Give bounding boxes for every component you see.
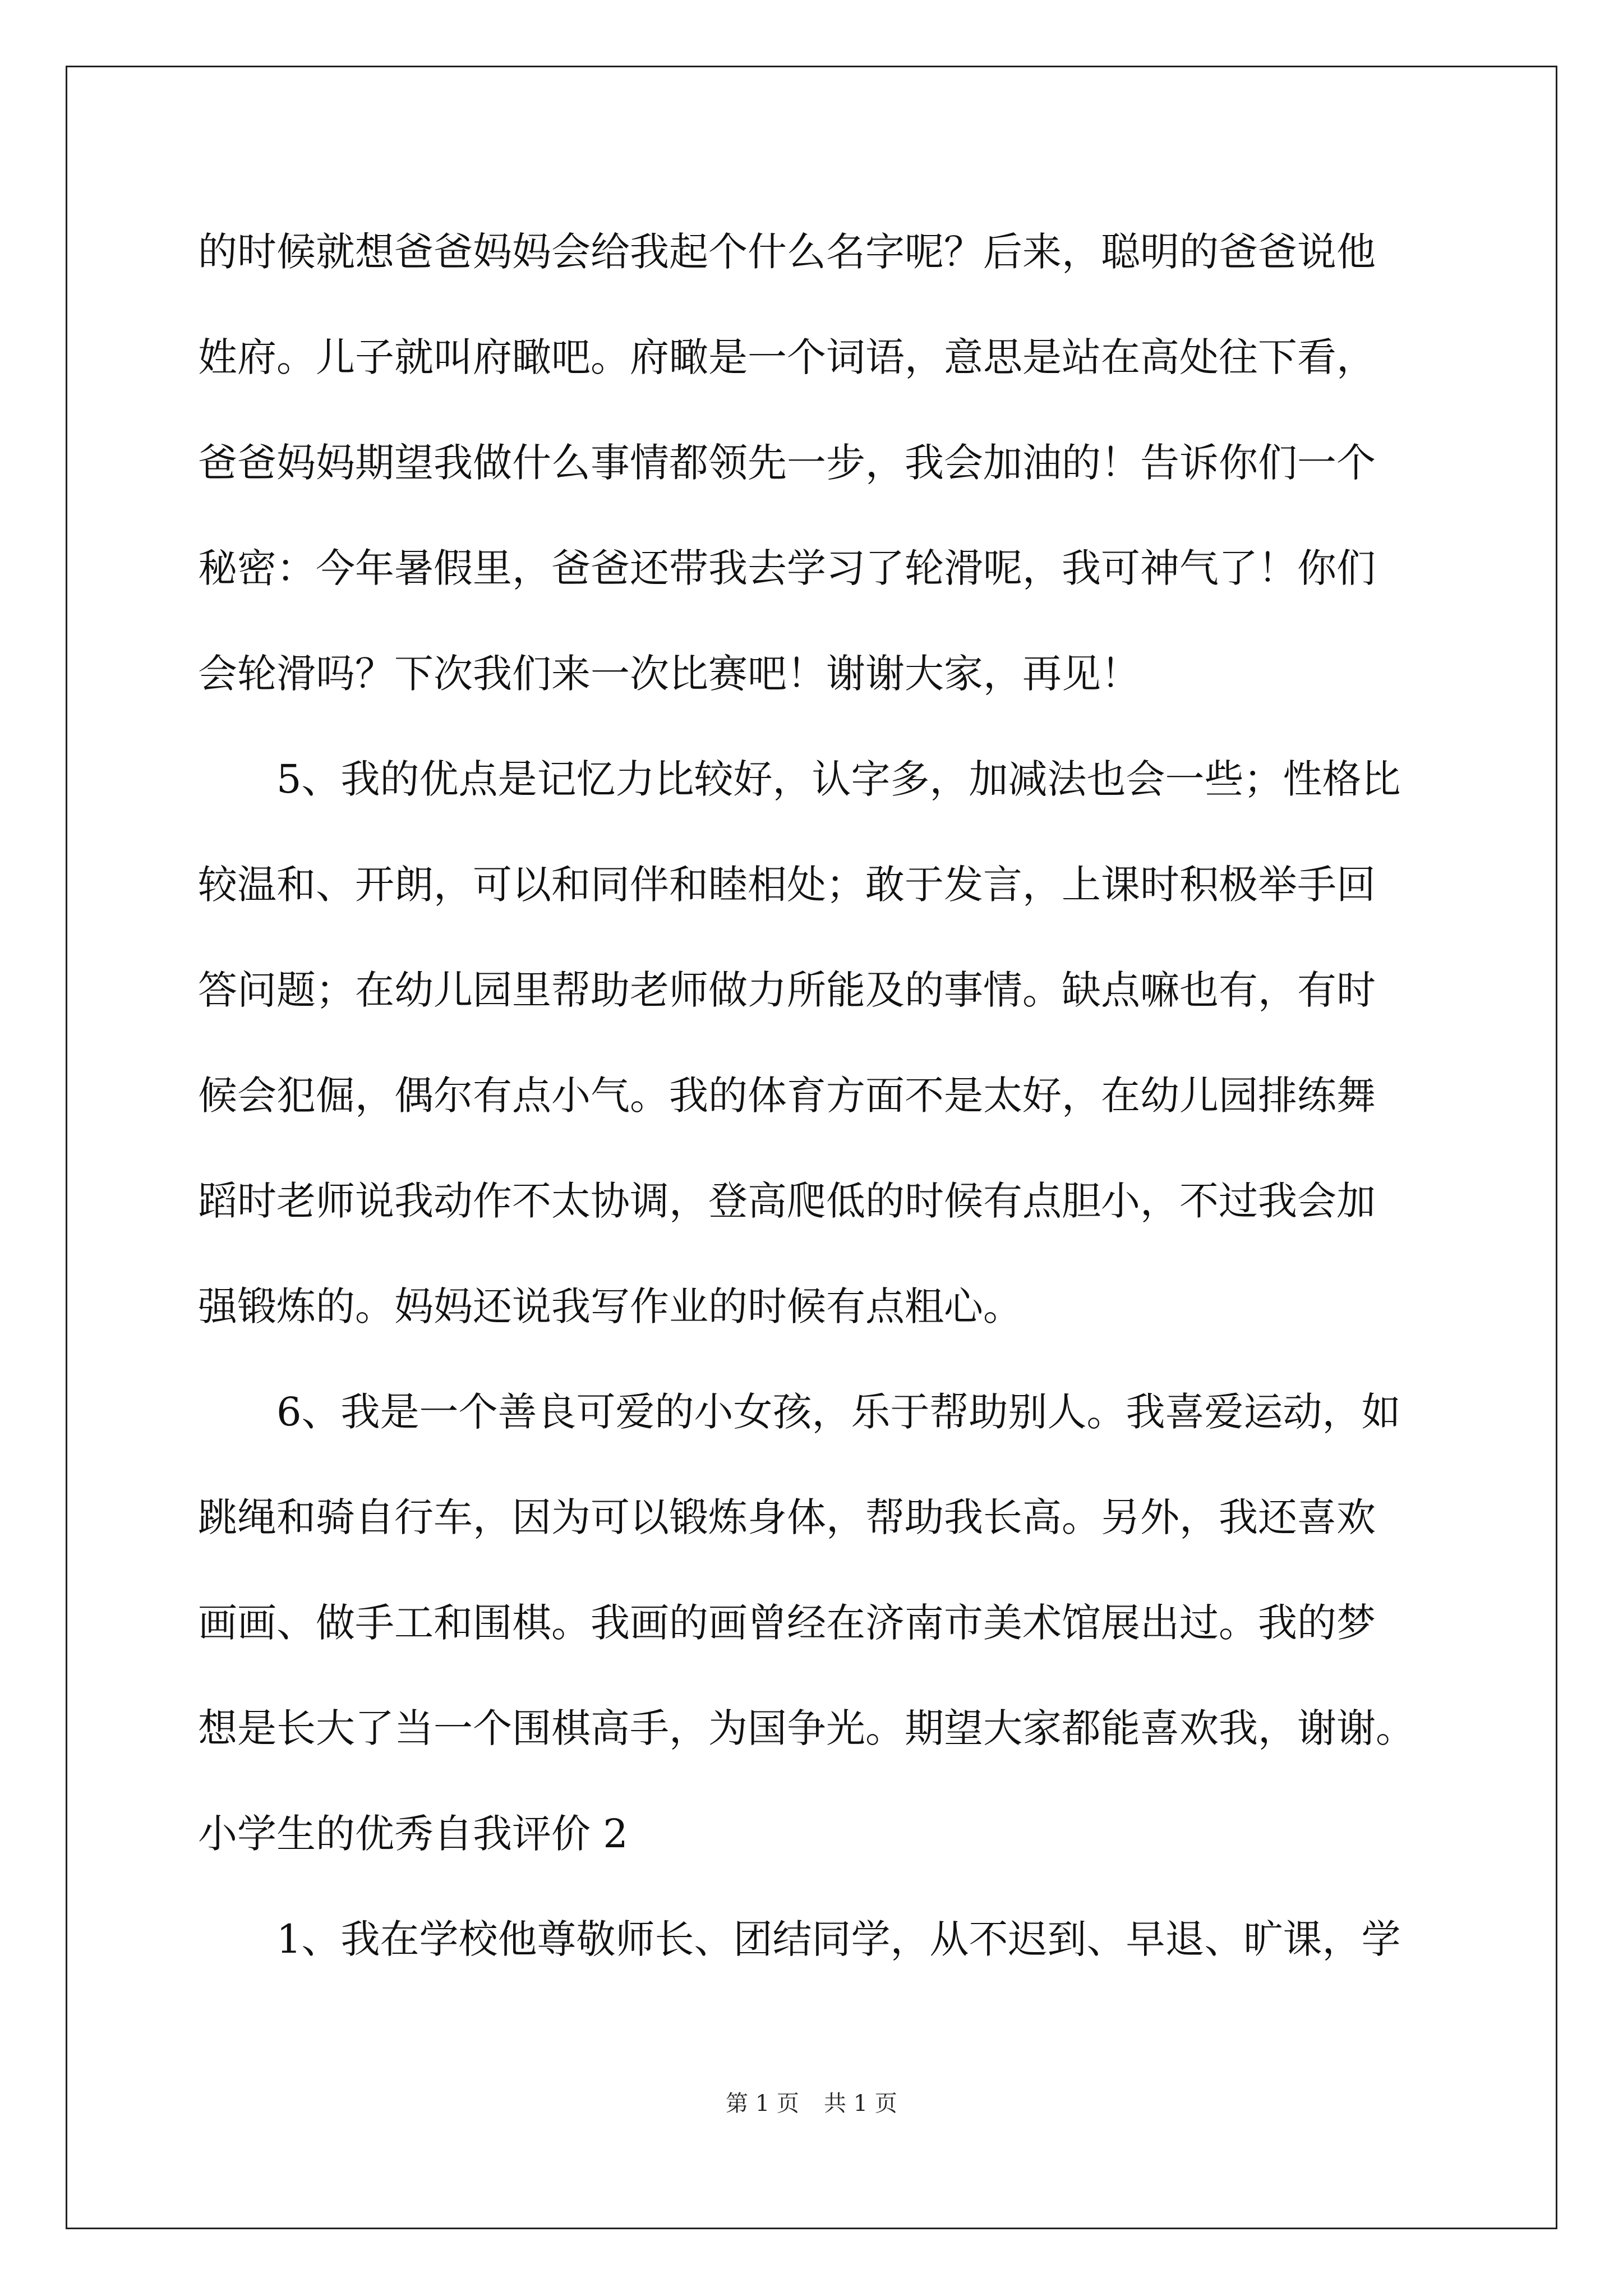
body-line: 秘密：今年暑假里，爸爸还带我去学习了轮滑呢，我可神气了！你们 <box>198 545 1376 591</box>
document-body <box>198 222 1454 2014</box>
body-line: 强锻炼的。妈妈还说我写作业的时候有点粗心。 <box>198 1283 1022 1329</box>
section-heading: 小学生的优秀自我评价 2 <box>198 1811 628 1857</box>
body-line: 姓府。儿子就叫府瞰吧。府瞰是一个词语，意思是站在高处往下看， <box>198 334 1376 380</box>
body-line: 跳绳和骑自行车，因为可以锻炼身体，帮助我长高。另外，我还喜欢 <box>198 1494 1376 1540</box>
paragraph-start-line: 5、我的优点是记忆力比较好，认字多，加减法也会一些；性格比 <box>276 756 1401 802</box>
body-line: 答问题；在幼儿园里帮助老师做力所能及的事情。缺点嘛也有，有时 <box>198 967 1376 1013</box>
body-line: 的时候就想爸爸妈妈会给我起个什么名字呢？后来，聪明的爸爸说他 <box>198 229 1376 275</box>
page-footer <box>0 2086 1623 2118</box>
page-number: 第 1 页 <box>726 2091 799 2116</box>
body-line: 蹈时老师说我动作不太协调，登高爬低的时候有点胆小，不过我会加 <box>198 1178 1376 1224</box>
body-line: 想是长大了当一个围棋高手，为国争光。期望大家都能喜欢我，谢谢。 <box>198 1705 1415 1751</box>
body-line: 较温和、开朗，可以和同伴和睦相处；敢于发言，上课时积极举手回 <box>198 862 1376 908</box>
paragraph-start-line: 6、我是一个善良可爱的小女孩，乐于帮助别人。我喜爱运动，如 <box>276 1389 1401 1435</box>
body-line: 画画、做手工和围棋。我画的画曾经在济南市美术馆展出过。我的梦 <box>198 1600 1376 1646</box>
paragraph-start-line: 1、我在学校他尊敬师长、团结同学，从不迟到、早退、旷课，学 <box>276 1916 1401 1962</box>
body-line: 会轮滑吗？下次我们来一次比赛吧！谢谢大家，再见！ <box>198 651 1140 697</box>
body-line: 候会犯倔，偶尔有点小气。我的体育方面不是太好，在幼儿园排练舞 <box>198 1073 1376 1119</box>
page-total: 共 1 页 <box>824 2091 897 2116</box>
body-line: 爸爸妈妈期望我做什么事情都领先一步，我会加油的！告诉你们一个 <box>198 440 1376 486</box>
